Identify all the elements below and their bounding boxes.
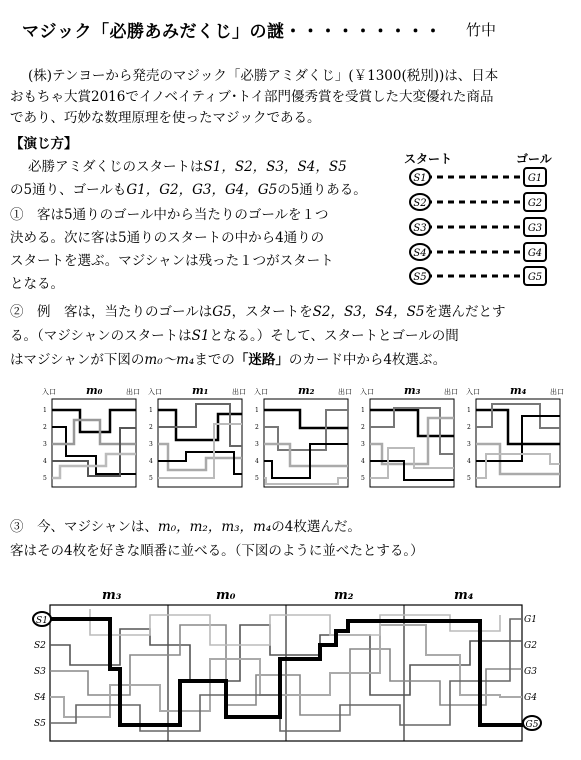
card-m4-row-4: 4 bbox=[467, 458, 471, 465]
card-m1-in-label: 入口 bbox=[148, 388, 162, 396]
starts-line-1-text: 必勝アミダくじのスタートは bbox=[28, 159, 204, 175]
step2-l1-e: を選んだとす bbox=[424, 304, 506, 320]
arranged-goal-5: G5 bbox=[525, 720, 539, 730]
card-m2-out-label: 出口 bbox=[338, 388, 352, 396]
step1-line-1: ① 客は5通りのゴール中から当たりのゴールを１つ bbox=[10, 207, 329, 223]
start-label: スタート bbox=[404, 152, 453, 166]
card-m3-row-1: 1 bbox=[361, 407, 365, 414]
step2-l3-c: までの bbox=[194, 352, 235, 368]
card-m2-in-label: 入口 bbox=[254, 388, 268, 396]
maze-card-m3 bbox=[360, 384, 458, 487]
maze-card-m1 bbox=[148, 384, 246, 487]
card-m1-row-3: 3 bbox=[149, 441, 153, 448]
step2-goal: G5 bbox=[212, 304, 232, 320]
sg-goal-4: G4 bbox=[527, 248, 543, 259]
arranged-card-4-name: m₄ bbox=[454, 588, 474, 603]
starts-line-2-text: の5通り、ゴールも bbox=[10, 182, 127, 198]
step2-line-2 bbox=[10, 326, 459, 347]
goals-list: G1，G2，G3，G4，G5 bbox=[126, 182, 278, 198]
card-m2-row-1: 1 bbox=[255, 407, 259, 414]
arranged-goal-1: G1 bbox=[524, 615, 537, 625]
title-dots: ・・・・・・・・・ bbox=[284, 22, 442, 42]
sg-goal-5: G5 bbox=[527, 272, 543, 283]
maze-card-m4 bbox=[466, 384, 564, 487]
step3-l1-c: の4枚選んだ。 bbox=[271, 519, 361, 535]
arranged-maze bbox=[30, 585, 550, 745]
step2-l3-a: はマジシャンが下図の bbox=[10, 352, 145, 368]
intro-line-2: おもちゃ大賞2016でイノベイティブ･トイ部門優秀賞を受賞した大変優れた商品 bbox=[10, 89, 494, 105]
card-m4-row-1: 1 bbox=[467, 407, 471, 414]
step3-line-1 bbox=[10, 517, 361, 538]
sg-start-2: S2 bbox=[413, 198, 427, 209]
arranged-goal-2: G2 bbox=[524, 641, 537, 651]
arranged-start-4: S4 bbox=[34, 693, 46, 703]
maze-card-m2 bbox=[254, 384, 352, 487]
arranged-start-1: S1 bbox=[36, 616, 48, 626]
step3-cards: m₀，m₂，m₃，m₄ bbox=[157, 519, 272, 535]
arranged-card-2-name: m₀ bbox=[216, 588, 236, 603]
sg-goal-2: G2 bbox=[527, 198, 543, 209]
sg-goal-1: G1 bbox=[527, 173, 543, 184]
goal-label: ゴール bbox=[516, 152, 552, 166]
card-m1-row-5: 5 bbox=[149, 475, 153, 482]
sg-row-1 bbox=[410, 168, 546, 186]
card-m2-row-3: 3 bbox=[255, 441, 259, 448]
card-m3-row-4: 4 bbox=[361, 458, 365, 465]
start-goal-diagram bbox=[408, 164, 558, 286]
card-m2-row-2: 2 bbox=[255, 424, 259, 431]
arranged-goal-3: G3 bbox=[524, 667, 537, 677]
sg-row-3 bbox=[410, 218, 546, 236]
step2-line-3 bbox=[10, 350, 446, 371]
sg-start-5: S5 bbox=[413, 272, 427, 283]
starts-line-2-tail: の5通りある。 bbox=[277, 182, 367, 198]
page-title bbox=[22, 17, 442, 42]
arranged-goal-4: G4 bbox=[524, 693, 537, 703]
card-m3-row-5: 5 bbox=[361, 475, 365, 482]
step2-card-range: m₀〜m₄ bbox=[144, 352, 195, 368]
card-m1-row-1: 1 bbox=[149, 407, 153, 414]
card-m0-row-1: 1 bbox=[43, 407, 47, 414]
sg-start-4: S4 bbox=[413, 248, 427, 259]
step2-l3-e: のカード中から4枚選ぶ。 bbox=[288, 352, 447, 368]
step2-l2-c: となる。）そして、スタートとゴールの間 bbox=[209, 328, 459, 344]
card-m0-out-label: 出口 bbox=[126, 388, 140, 396]
arranged-start-5: S5 bbox=[34, 719, 46, 729]
arranged-start-2: S2 bbox=[34, 641, 46, 651]
author-name: 竹中 bbox=[466, 21, 497, 39]
card-m2-row-5: 5 bbox=[255, 475, 259, 482]
card-m1-name: m₁ bbox=[192, 384, 209, 397]
starts-line-1 bbox=[28, 157, 347, 178]
step1-line-3: スタートを選ぶ。マジシャンは残った１つがスタート bbox=[10, 253, 334, 269]
card-m1-row-2: 2 bbox=[149, 424, 153, 431]
card-m4-out-label: 出口 bbox=[550, 388, 564, 396]
sg-start-3: S3 bbox=[413, 223, 427, 234]
step2-starts: S2，S3，S4，S5 bbox=[312, 304, 425, 320]
arranged-card-3-name: m₂ bbox=[334, 588, 354, 603]
sg-goal-3: G3 bbox=[527, 223, 543, 234]
intro-line-3: であり、巧妙な数理原理を使ったマジックである。 bbox=[10, 110, 321, 126]
card-m1-out-label: 出口 bbox=[232, 388, 246, 396]
intro-line-1: (株)テンヨーから発売のマジック「必勝アミダくじ」(￥1300(税別))は、日本 bbox=[28, 68, 499, 84]
card-m4-row-5: 5 bbox=[467, 475, 471, 482]
sg-row-5 bbox=[410, 267, 546, 285]
step3-line-2: 客はその4枚を好きな順番に並べる。（下図のように並べたとする。） bbox=[10, 543, 424, 559]
card-m2-row-4: 4 bbox=[255, 458, 259, 465]
maze-card-m0 bbox=[42, 384, 140, 487]
howto-heading: 【演じ方】 bbox=[10, 136, 78, 152]
card-m0-row-4: 4 bbox=[43, 458, 47, 465]
arranged-card-1-name: m₃ bbox=[102, 588, 122, 603]
card-m0-row-2: 2 bbox=[43, 424, 47, 431]
starts-list: S1，S2，S3，S4，S5 bbox=[203, 159, 347, 175]
card-m0-name: m₀ bbox=[86, 384, 103, 397]
card-m2-name: m₂ bbox=[298, 384, 315, 397]
step3-l1-a: ③ 今、マジシャンは、 bbox=[10, 519, 158, 535]
step1-line-2: 決める。次に客は5通りのスタートの中から4通りの bbox=[10, 230, 325, 246]
card-m3-in-label: 入口 bbox=[360, 388, 374, 396]
card-m4-in-label: 入口 bbox=[466, 388, 480, 396]
sg-start-1: S1 bbox=[413, 173, 427, 184]
step2-l1-c: ，スタートを bbox=[231, 304, 313, 320]
step2-maze-word: 「迷路」 bbox=[234, 352, 289, 368]
title-text: マジック「必勝あみだくじ」の謎 bbox=[22, 22, 285, 42]
step2-l2-a: る。（マジシャンのスタートは bbox=[10, 328, 192, 344]
sg-row-4 bbox=[410, 243, 546, 261]
arranged-start-3: S3 bbox=[34, 667, 46, 677]
card-m1-row-4: 4 bbox=[149, 458, 153, 465]
step1-line-4: となる。 bbox=[10, 276, 64, 292]
sg-row-2 bbox=[410, 193, 546, 211]
card-m0-row-3: 3 bbox=[43, 441, 47, 448]
card-m3-row-3: 3 bbox=[361, 441, 365, 448]
card-m4-row-2: 2 bbox=[467, 424, 471, 431]
card-m3-name: m₃ bbox=[404, 384, 421, 397]
card-m4-name: m₄ bbox=[510, 384, 527, 397]
maze-cards-row bbox=[40, 384, 570, 490]
card-m4-row-3: 3 bbox=[467, 441, 471, 448]
card-m3-row-2: 2 bbox=[361, 424, 365, 431]
step2-line-1 bbox=[10, 302, 505, 323]
starts-line-2 bbox=[10, 180, 367, 201]
step2-magician-start: S1 bbox=[191, 328, 210, 344]
card-m0-row-5: 5 bbox=[43, 475, 47, 482]
step2-l1-a: ② 例 客は，当たりのゴールは bbox=[10, 304, 213, 320]
card-m0-in-label: 入口 bbox=[42, 388, 56, 396]
card-m3-out-label: 出口 bbox=[444, 388, 458, 396]
